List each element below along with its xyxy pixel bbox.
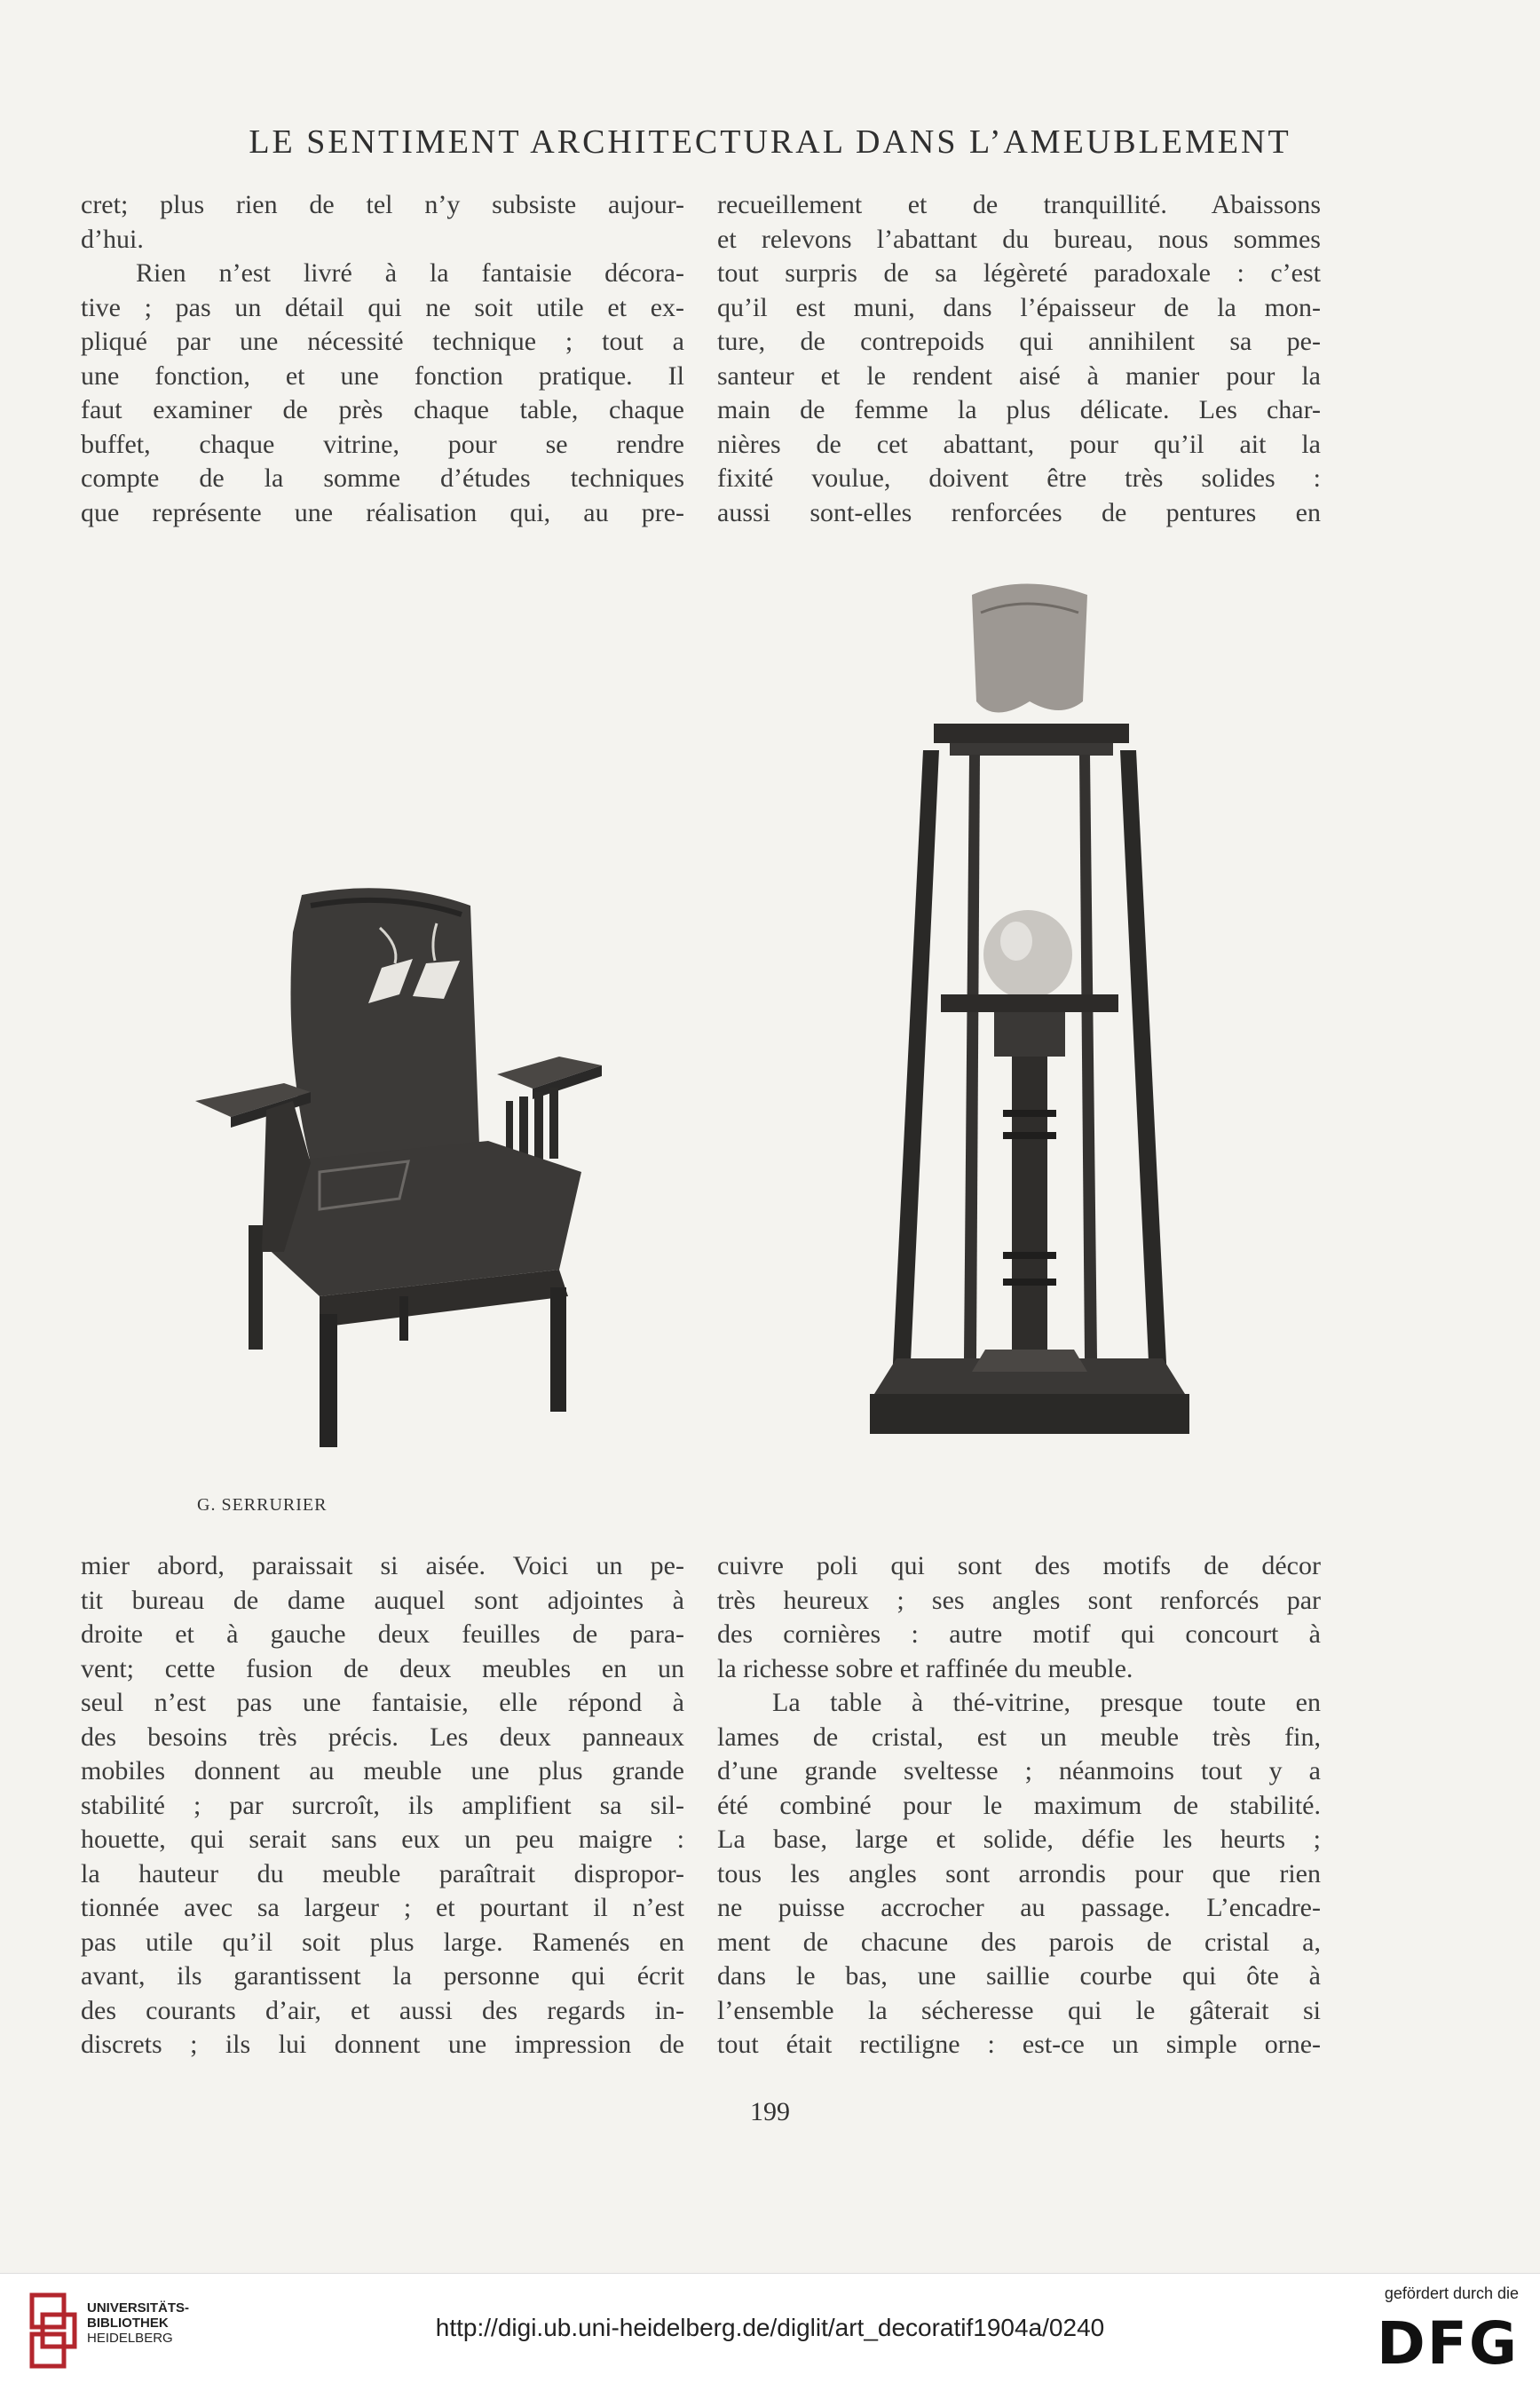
text-line: des cornières : autre motif qui concourt à xyxy=(717,1619,1321,1649)
text-line: une fonction, et une fonction pratique. Il xyxy=(81,360,684,391)
text-line: compte de la somme d’études techniques xyxy=(81,463,684,493)
text-line: mier abord, paraissait si aisée. Voici un pe- xyxy=(81,1551,684,1580)
text-line: l’ensemble la sécheresse qui le gâterait si xyxy=(717,1995,1321,2025)
text-line: pas utile qu’il soit plus large. Ramenés en xyxy=(81,1927,684,1957)
digitization-footer xyxy=(0,2273,1540,2383)
library-name-line: BIBLIOTHEK xyxy=(87,2316,169,2331)
text-line: tous les angles sont arrondis pour que rien xyxy=(717,1858,1321,1888)
text-line: fixité voulue, doivent être très solides : xyxy=(717,463,1321,493)
text-line: houette, qui serait sans eux un peu maigre : xyxy=(81,1825,684,1854)
armchair-illustration xyxy=(178,879,728,1483)
text-line: qu’il est muni, dans l’épaisseur de la mon- xyxy=(717,292,1321,322)
dfg-logo[interactable]: DFG xyxy=(1376,2309,1519,2378)
text-line: nières de cet abattant, pour qu’il ait la xyxy=(717,429,1321,459)
text-line: tit bureau de dame auquel sont adjointes à xyxy=(81,1585,684,1615)
text-line: d’une grande sveltesse ; néanmoins tout y a xyxy=(717,1756,1321,1785)
text-line: été combiné pour le maximum de stabilité. xyxy=(717,1790,1321,1820)
text-line: aussi sont-elles renforcées de pentures en xyxy=(717,497,1321,527)
text-line: La table à thé-vitrine, presque toute en xyxy=(772,1688,1321,1717)
text-line: ment de chacune des parois de cristal a, xyxy=(717,1927,1321,1957)
permalink-url[interactable]: http://digi.ub.uni-heidelberg.de/diglit/art_decoratif1904a/0240 xyxy=(435,2314,1105,2341)
funded-by-label: gefördert durch die xyxy=(1384,2284,1519,2302)
text-line: Rien n’est livré à la fantaisie décora- xyxy=(136,258,684,288)
text-line: des courants d’air, et aussi des regards in- xyxy=(81,1995,684,2025)
text-line: buffet, chaque vitrine, pour se rendre xyxy=(81,429,684,459)
text-line: vent; cette fusion de deux meubles en un xyxy=(81,1653,684,1683)
text-line: cuivre poli qui sont des motifs de décor xyxy=(717,1551,1321,1580)
text-line: lames de cristal, est un meuble très fin, xyxy=(717,1722,1321,1752)
text-line: droite et à gauche deux feuilles de para- xyxy=(81,1619,684,1649)
figure-caption: G. SERRURIER xyxy=(197,1495,328,1515)
text-line: ne puisse accrocher au passage. L’encadre- xyxy=(717,1893,1321,1922)
text-line: tive ; pas un détail qui ne soit utile et ex- xyxy=(81,292,684,322)
text-line: main de femme la plus délicate. Les char- xyxy=(717,395,1321,424)
text-line: dans le bas, une saillie courbe qui ôte à xyxy=(717,1961,1321,1991)
text-line: très heureux ; ses angles sont renforcés par xyxy=(717,1585,1321,1615)
text-line: La base, large et solide, défie les heurts ; xyxy=(717,1825,1321,1854)
text-line: faut examiner de près chaque table, chaque xyxy=(81,395,684,424)
text-line: des besoins très précis. Les deux panneaux xyxy=(81,1722,684,1752)
text-line: pliqué par une nécessité technique ; tout a xyxy=(81,327,684,356)
text-line: et relevons l’abattant du bureau, nous sommes xyxy=(717,224,1321,254)
text-line: tout surpris de sa légèreté paradoxale : c’est xyxy=(717,258,1321,288)
text-line: stabilité ; par surcroît, ils amplifient sa sil- xyxy=(81,1790,684,1820)
text-line: recueillement et de tranquillité. Abaissons xyxy=(717,190,1321,219)
running-title: LE SENTIMENT ARCHITECTURAL DANS L’AMEUBLEMENT xyxy=(249,123,1291,161)
text-line: la richesse sobre et raffinée du meuble. xyxy=(717,1653,1133,1683)
text-line: seul n’est pas une fantaisie, elle répond à xyxy=(81,1688,684,1717)
text-line: tionnée avec sa largeur ; et pourtant il n’est xyxy=(81,1893,684,1922)
vitrine-stand-illustration xyxy=(870,577,1189,1465)
text-line: santeur et le rendent aisé à manier pour la xyxy=(717,360,1321,391)
text-line: la hauteur du meuble paraîtrait dispropor- xyxy=(81,1858,684,1888)
column-top-right xyxy=(717,188,1321,530)
text-line: tout était rectiligne : est-ce un simple orne- xyxy=(717,2030,1321,2059)
text-line: discrets ; ils lui donnent une impression de xyxy=(81,2030,684,2059)
text-line: ture, de contrepoids qui annihilent sa pe- xyxy=(717,327,1321,356)
text-line: d’hui. xyxy=(81,224,144,254)
library-name-line: HEIDELBERG xyxy=(87,2331,173,2346)
text-line: mobiles donnent au meuble une plus grande xyxy=(81,1756,684,1785)
column-bottom-left xyxy=(81,1549,684,2062)
text-line: cret; plus rien de tel n’y subsiste aujour- xyxy=(81,190,684,219)
column-top-left xyxy=(81,188,684,530)
text-line: que représente une réalisation qui, au pre- xyxy=(81,497,684,527)
column-bottom-right xyxy=(717,1549,1321,2062)
text-line: avant, ils garantissent la personne qui écrit xyxy=(81,1961,684,1991)
page-number: 199 xyxy=(750,2097,790,2126)
library-name-line: UNIVERSITÄTS- xyxy=(87,2300,190,2316)
